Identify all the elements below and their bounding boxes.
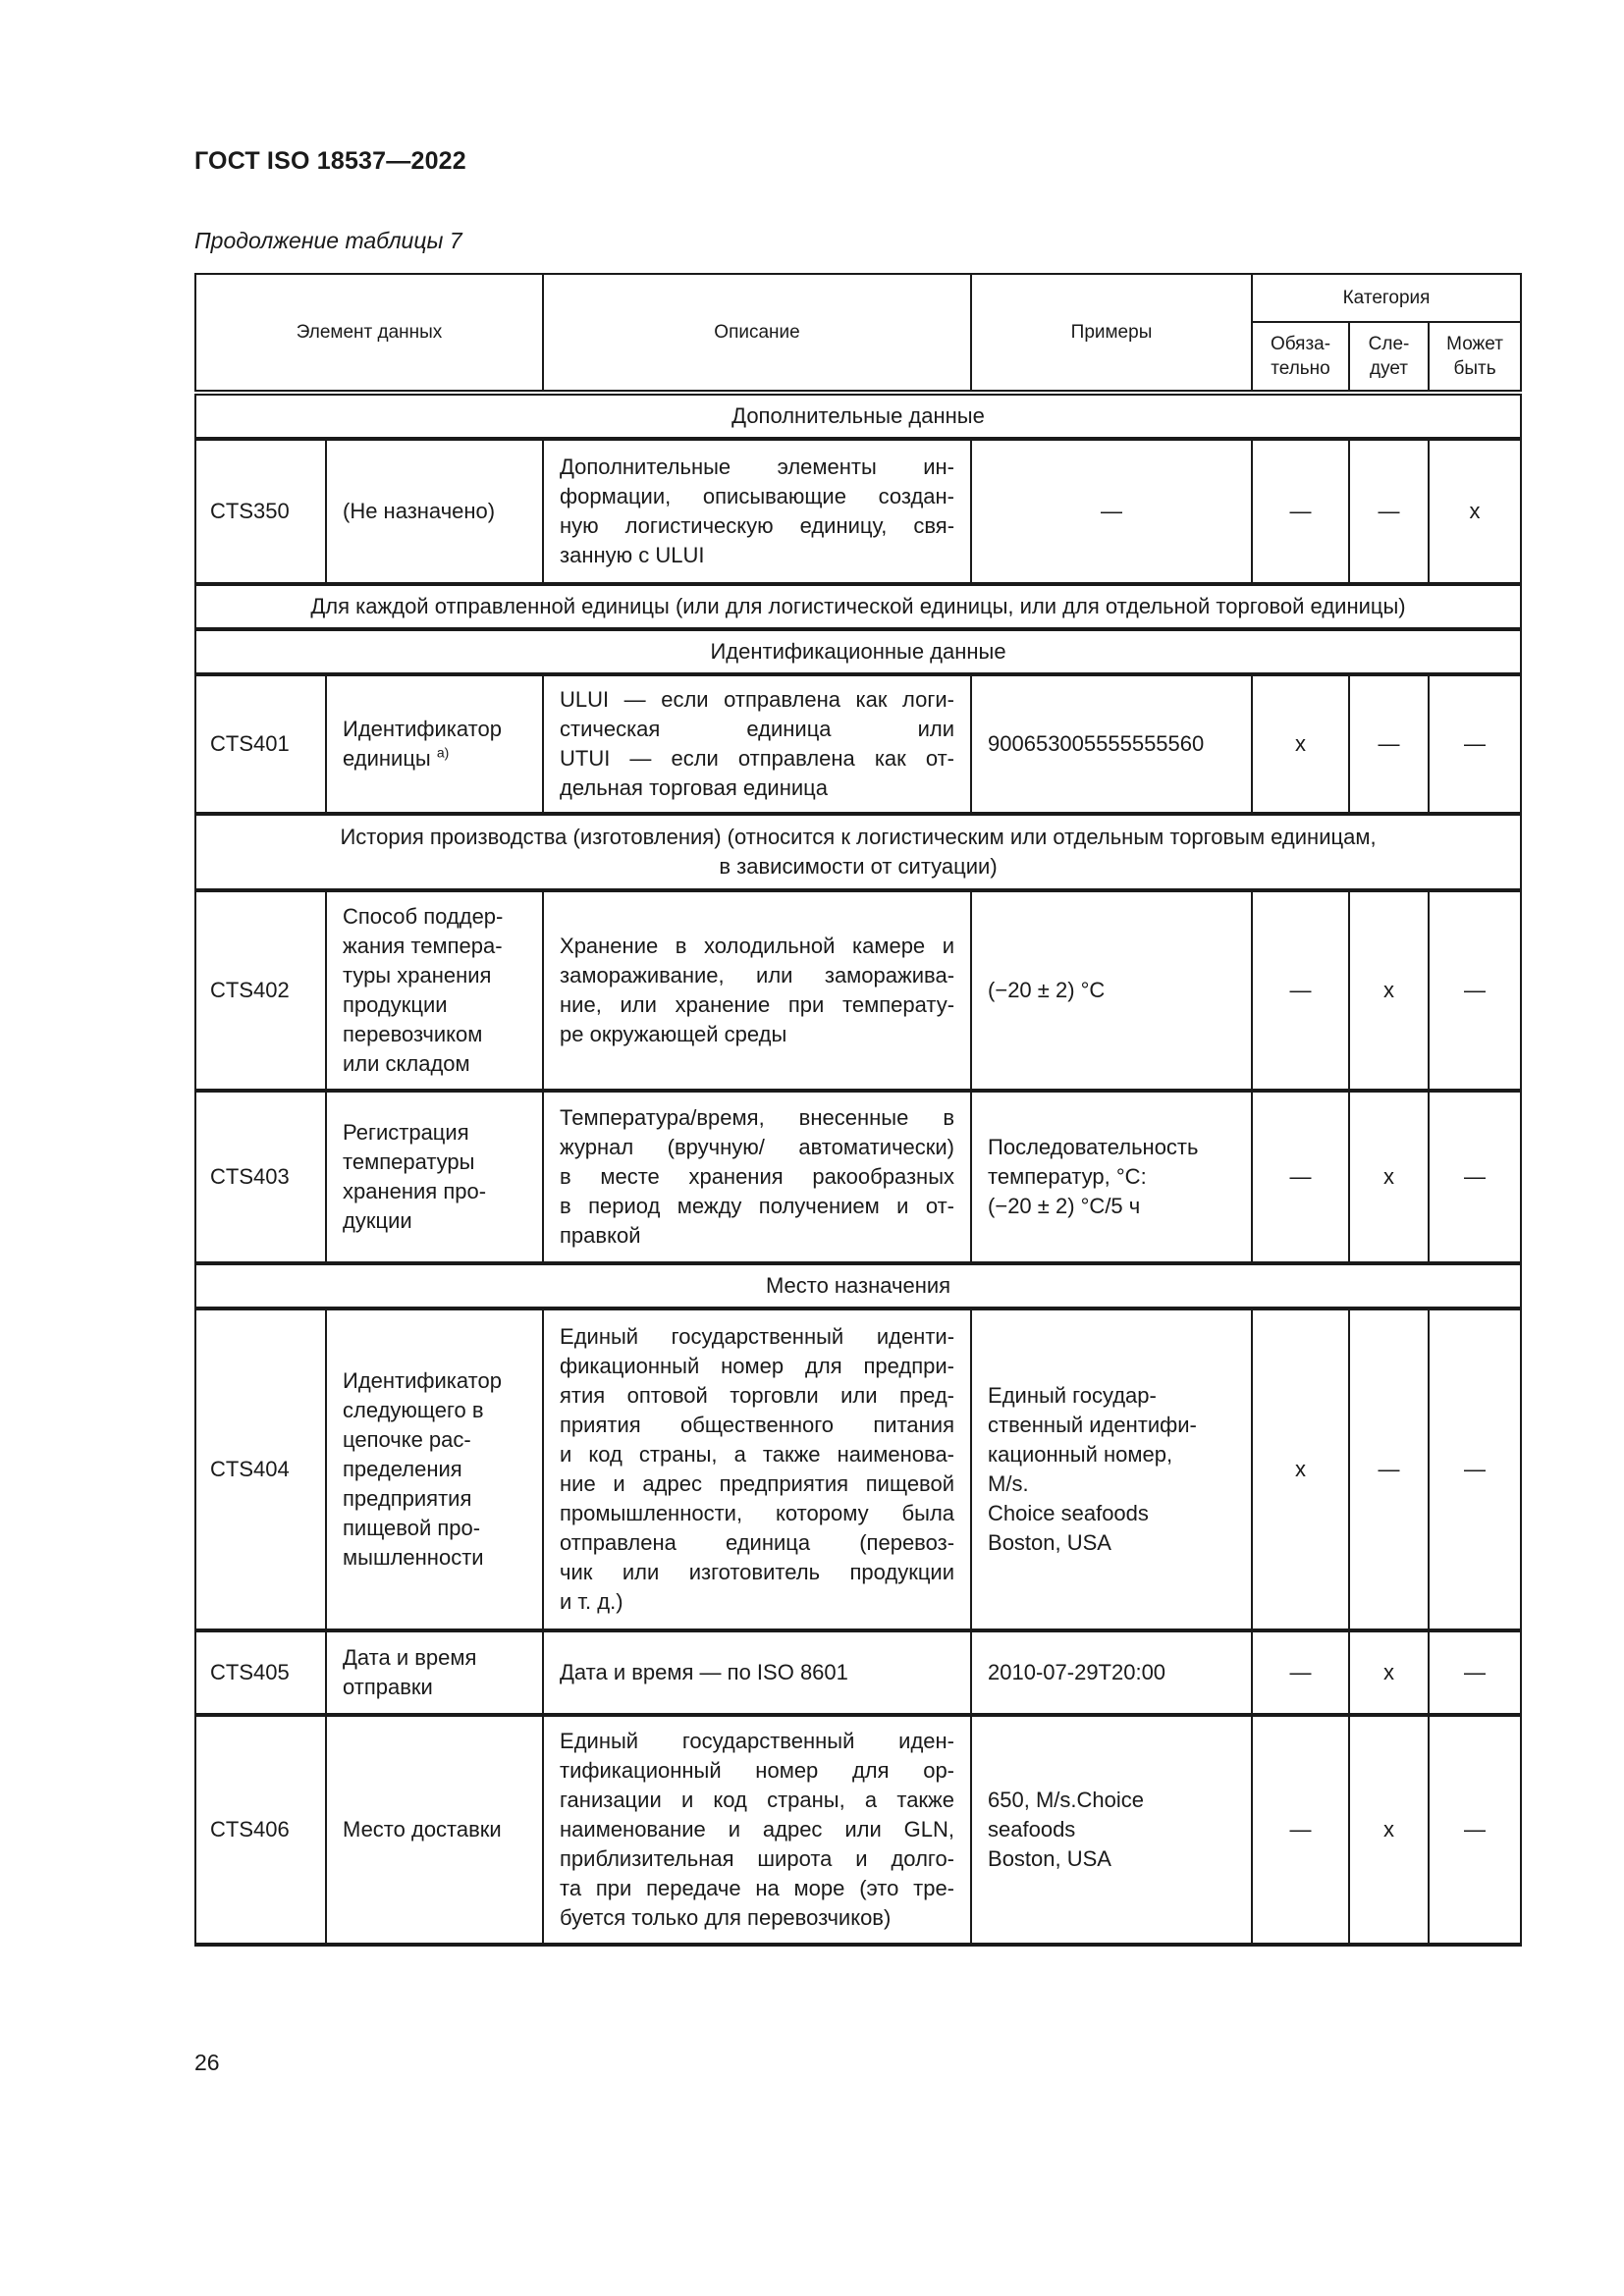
description-line: тификационный номер для ор- <box>560 1758 955 1783</box>
element-name-line <box>343 1396 526 1425</box>
element-description <box>543 1091 971 1263</box>
element-name <box>326 1091 543 1263</box>
description-line: приятия общественного питания <box>560 1413 955 1437</box>
description-line: отправлена единица (перевоз- <box>560 1530 955 1555</box>
element-name-line <box>343 1673 526 1702</box>
category-mandatory: x <box>1252 1308 1349 1630</box>
element-name-line <box>343 1177 526 1206</box>
element-code: CTS350 <box>195 439 326 584</box>
description-line: UTUI — если отправлена как от- <box>560 746 955 771</box>
header-should-line: Сле- <box>1368 334 1410 354</box>
element-name-line <box>343 1118 526 1148</box>
description-line: Хранение в холодильной камере и <box>560 934 955 958</box>
element-example <box>971 1091 1252 1263</box>
element-name-text: температуры <box>343 1149 475 1174</box>
header-mandatory-line: Обяза- <box>1270 334 1331 354</box>
section-title-line: в зависимости от ситуации) <box>719 854 998 879</box>
page-number: 26 <box>194 2050 220 2075</box>
description-line: Единый государственный иден- <box>560 1729 955 1753</box>
category-should: x <box>1349 1091 1429 1263</box>
element-name-line <box>343 1425 526 1455</box>
element-name-line <box>343 990 526 1020</box>
section-row-each-unit <box>195 584 1521 629</box>
element-code: CTS401 <box>195 674 326 814</box>
description-line: Температура/время, внесенные в <box>560 1105 955 1130</box>
description-line: в период между получением и от- <box>560 1194 955 1218</box>
element-name-text: перевозчиком <box>343 1022 483 1046</box>
example-line: (−20 ± 2) °С <box>988 978 1106 1002</box>
element-name-text: Идентификатор <box>343 717 502 741</box>
element-name <box>326 1715 543 1945</box>
description-line: фикационный номер для предпри- <box>560 1354 955 1378</box>
description-line: промышленности, которому была <box>560 1501 955 1525</box>
example-line: Последовательность <box>988 1135 1199 1159</box>
table-row <box>195 1715 1521 1945</box>
description-line: ULUI — если отправлена как логи- <box>560 687 955 712</box>
element-name-line <box>343 744 526 774</box>
element-description <box>543 890 971 1091</box>
example-line: кационный номер, <box>988 1442 1173 1467</box>
category-may: — <box>1429 890 1521 1091</box>
example-line: (−20 ± 2) °С/5 ч <box>988 1194 1141 1218</box>
category-mandatory: — <box>1252 1091 1349 1263</box>
description-line: ную логистическую единицу, свя- <box>560 513 955 538</box>
element-name-text: Дата и время <box>343 1645 477 1670</box>
element-name-line <box>343 1020 526 1049</box>
description-line: ре окружающей среды <box>560 1022 787 1046</box>
header-may <box>1429 322 1521 393</box>
header-may-line: Может <box>1446 334 1503 354</box>
category-may: — <box>1429 1091 1521 1263</box>
element-example <box>971 1715 1252 1945</box>
element-name-text: дукции <box>343 1208 412 1233</box>
table-caption: Продолжение таблицы 7 <box>194 228 462 253</box>
section-title: Идентификационные данные <box>195 629 1521 674</box>
header-category: Категория <box>1252 274 1521 322</box>
category-may: — <box>1429 1630 1521 1715</box>
element-code: CTS403 <box>195 1091 326 1263</box>
example-line: — <box>1101 499 1123 523</box>
example-line: температур, °С: <box>988 1164 1147 1189</box>
element-name-line <box>343 932 526 961</box>
section-row-destination <box>195 1263 1521 1308</box>
description-line: ние и адрес предприятия пищевой <box>560 1471 955 1496</box>
header-may-line: быть <box>1453 358 1496 379</box>
table-row <box>195 1630 1521 1715</box>
element-name-line <box>343 497 526 526</box>
description-line: правкой <box>560 1223 641 1248</box>
element-name-line <box>343 1815 526 1844</box>
description-line: чик или изготовитель продукции <box>560 1560 955 1584</box>
example-line: Choice seafoods <box>988 1501 1149 1525</box>
element-name-line <box>343 1543 526 1573</box>
element-name-text: следующего в <box>343 1398 484 1422</box>
example-line: Boston, USA <box>988 1846 1111 1871</box>
example-line: 900653005555555560 <box>988 731 1205 756</box>
header-should-line: дует <box>1370 358 1409 379</box>
section-title: Дополнительные данные <box>195 393 1521 439</box>
section-title: Для каждой отправленной единицы (или для логистической единицы, или для отдельной торговой единицы) <box>195 584 1521 629</box>
description-line: Дата и время — по ISO 8601 <box>560 1660 848 1684</box>
description-line: стическая единица или <box>560 717 955 741</box>
element-code: CTS406 <box>195 1715 326 1945</box>
category-should: — <box>1349 439 1429 584</box>
element-name-line <box>343 1455 526 1484</box>
category-should: x <box>1349 1630 1429 1715</box>
category-should: x <box>1349 1715 1429 1945</box>
description-line: ятия оптовой торговли или пред- <box>560 1383 955 1408</box>
category-mandatory: x <box>1252 674 1349 814</box>
element-name-line <box>343 1049 526 1079</box>
header-element: Элемент данных <box>195 274 543 393</box>
element-name-text: Регистрация <box>343 1120 469 1145</box>
description-line: формации, описывающие создан- <box>560 484 955 508</box>
description-line: Дополнительные элементы ин- <box>560 454 955 479</box>
example-line: Единый государ- <box>988 1383 1157 1408</box>
element-code: CTS402 <box>195 890 326 1091</box>
example-line: Boston, USA <box>988 1530 1111 1555</box>
element-name <box>326 439 543 584</box>
element-description <box>543 1308 971 1630</box>
element-example <box>971 1308 1252 1630</box>
element-name-text: пределения <box>343 1457 462 1481</box>
category-may: — <box>1429 1308 1521 1630</box>
description-line: дельная торговая единица <box>560 775 828 800</box>
element-name <box>326 674 543 814</box>
table-row <box>195 439 1521 584</box>
category-should: — <box>1349 674 1429 814</box>
element-name-text: цепочке рас- <box>343 1427 471 1452</box>
table-body <box>195 393 1521 1945</box>
example-line: seafoods <box>988 1817 1076 1842</box>
element-name-line <box>343 1643 526 1673</box>
footnote-marker: а) <box>436 744 450 761</box>
description-line: та при передаче на море (это тре- <box>560 1876 955 1900</box>
description-line: в месте хранения ракообразных <box>560 1164 955 1189</box>
element-name-text: единицы <box>343 746 431 771</box>
description-line: приблизительная широта и долго- <box>560 1846 955 1871</box>
description-line: Единый государственный иденти- <box>560 1324 955 1349</box>
category-may: — <box>1429 674 1521 814</box>
example-line: 650, M/s.Choice <box>988 1788 1144 1812</box>
category-may: x <box>1429 439 1521 584</box>
element-name-text: хранения про- <box>343 1179 487 1203</box>
table-row <box>195 1091 1521 1263</box>
description-line: наименование и адрес или GLN, <box>560 1817 955 1842</box>
header-examples: Примеры <box>971 274 1252 393</box>
element-description <box>543 1715 971 1945</box>
header-mandatory-line: тельно <box>1271 358 1330 379</box>
table-row <box>195 890 1521 1091</box>
example-line: 2010-07-29T20:00 <box>988 1660 1166 1684</box>
element-example <box>971 890 1252 1091</box>
element-name-text: Идентификатор <box>343 1368 502 1393</box>
element-example <box>971 1630 1252 1715</box>
table-row <box>195 674 1521 814</box>
section-row-identification <box>195 629 1521 674</box>
category-should: — <box>1349 1308 1429 1630</box>
category-should: x <box>1349 890 1429 1091</box>
element-name-text: мышленности <box>343 1545 484 1570</box>
element-name-text: пищевой про- <box>343 1516 481 1540</box>
section-row-history <box>195 814 1521 890</box>
category-mandatory: — <box>1252 1715 1349 1945</box>
element-description <box>543 674 971 814</box>
category-mandatory: — <box>1252 1630 1349 1715</box>
section-row-additional <box>195 393 1521 439</box>
element-name-line <box>343 1366 526 1396</box>
description-line: буется только для перевозчиков) <box>560 1905 892 1930</box>
description-line: и код страны, а также наименова- <box>560 1442 955 1467</box>
element-example <box>971 674 1252 814</box>
element-name-line <box>343 1206 526 1236</box>
element-name-line <box>343 902 526 932</box>
element-name-text: (Не назначено) <box>343 499 496 523</box>
element-code: CTS405 <box>195 1630 326 1715</box>
element-name-line <box>343 961 526 990</box>
header-should <box>1349 322 1429 393</box>
element-name <box>326 890 543 1091</box>
element-name <box>326 1630 543 1715</box>
header-mandatory <box>1252 322 1349 393</box>
category-mandatory: — <box>1252 890 1349 1091</box>
table-row <box>195 1308 1521 1630</box>
element-name-text: туры хранения <box>343 963 492 988</box>
description-line: ганизации и код страны, а также <box>560 1788 955 1812</box>
example-line: M/s. <box>988 1471 1029 1496</box>
section-title-line: История производства (изготовления) (относится к логистическим или отдельным торговым единицам, <box>340 825 1377 849</box>
element-name-text: предприятия <box>343 1486 472 1511</box>
element-name-text: Место доставки <box>343 1817 502 1842</box>
element-example <box>971 439 1252 584</box>
element-name-line <box>343 1148 526 1177</box>
element-name <box>326 1308 543 1630</box>
description-line: и т. д.) <box>560 1589 623 1614</box>
section-title: Место назначения <box>195 1263 1521 1308</box>
element-description <box>543 1630 971 1715</box>
description-line: замораживание, или заморажива- <box>560 963 955 988</box>
element-name-text: Способ поддер- <box>343 904 504 929</box>
element-name-text: или складом <box>343 1051 470 1076</box>
header-description: Описание <box>543 274 971 393</box>
description-line: занную с ULUI <box>560 543 705 567</box>
description-line: ние, или хранение при температу- <box>560 992 955 1017</box>
document-header: ГОСТ ISO 18537—2022 <box>194 147 466 175</box>
element-name-line <box>343 1484 526 1514</box>
example-line: ственный идентифи- <box>988 1413 1197 1437</box>
element-name-line <box>343 715 526 744</box>
category-may: — <box>1429 1715 1521 1945</box>
element-name-line <box>343 1514 526 1543</box>
element-name-text: продукции <box>343 992 448 1017</box>
description-line: журнал (вручную/ автоматически) <box>560 1135 955 1159</box>
section-title <box>195 814 1521 890</box>
element-name-text: отправки <box>343 1675 433 1699</box>
element-name-text: жания темпера- <box>343 934 503 958</box>
element-description <box>543 439 971 584</box>
category-mandatory: — <box>1252 439 1349 584</box>
element-code: CTS404 <box>195 1308 326 1630</box>
data-elements-table <box>194 273 1522 1947</box>
